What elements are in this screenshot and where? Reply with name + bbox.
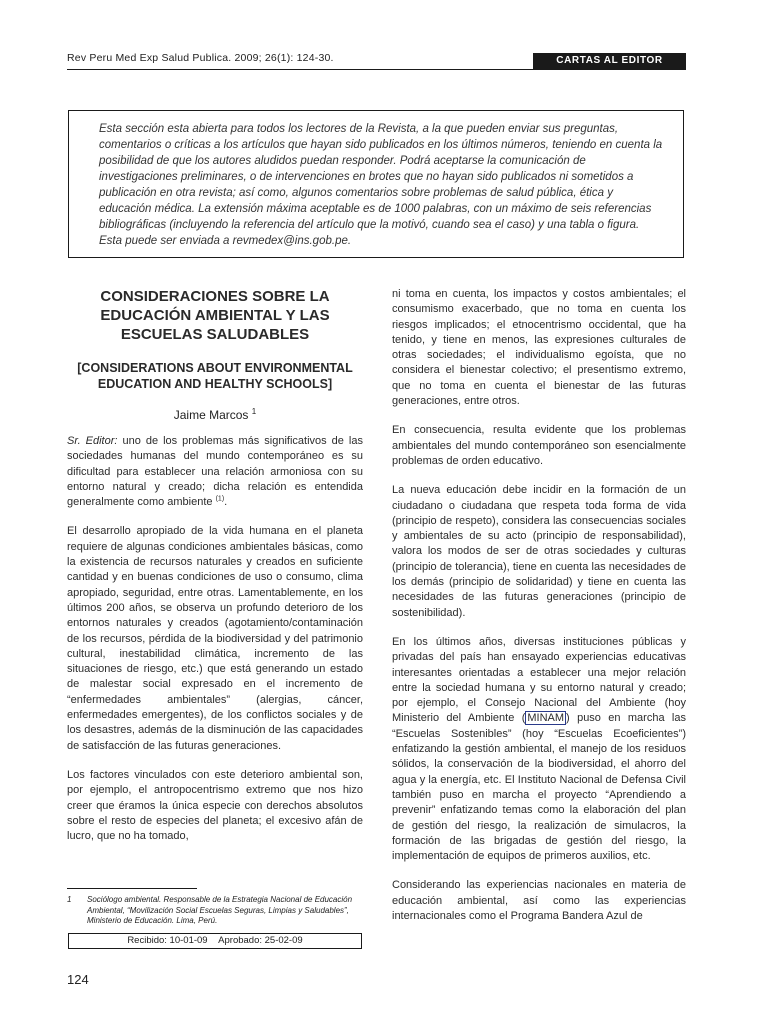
footnote-rule [67,888,197,889]
paragraph-2: El desarrollo apropiado de la vida humana en el planeta requiere de algunas condiciones ambientales básicas, como la existencia de recursos naturales y creados en suficiente cantidad y en buenas condiciones de uso o consumo, clima apropiado, seguridad, entre otras. Lamentablemente, en los últimos 200 años, se observa un profundo deterioro de los entornos naturales y creados (agotamiento/contaminación de los recursos, pérdida de la biodiversidad y del patrimonio cultural, inestabilidad climática, incremento de las situaciones de riesgo, etc.) que está generando un estado de malestar social expresado en el incremento de “enfermedades ambientales” (alergias, cáncer, enfermedades emergentes), de los conflictos sociales y de los desastres, además de la disminución de las capacidades de satisfacción de las futuras generaciones. [67,525,363,752]
article-title-spanish: CONSIDERACIONES SOBRE LA EDUCACIÓN AMBIENTAL Y LAS ESCUELAS SALUDABLES [100,288,330,343]
header-rule [67,69,686,70]
journal-citation: Rev Peru Med Exp Salud Publica. 2009; 26(1): 124-30. [67,52,334,64]
author-name: Jaime Marcos [173,408,249,422]
paragraph-3: Los factores vinculados con este deterioro ambiental son, por ejemplo, el antropocentrismo extremo que nos hizo creer que éramos la única especie con derechos absolutos sobre el resto de especies del planeta; el excesivo afán de lucro, que no ha tomado, [67,768,363,843]
page-number: 124 [67,972,89,987]
author-line [67,407,363,422]
salutation: Sr. Editor: [67,435,118,447]
author-footnote [67,895,363,927]
left-column [67,287,363,858]
paragraph-7-start: En los últimos años, diversas instituciones públicas y privadas del país han ensayado experiencias educativas interesantes orientadas a establecer una mejor relación entre la sociedad humana y su entorno natural y creado; por ejemplo, el Consejo Nacional del Ambiente (hoy Ministerio del Ambiente ( [392,635,686,725]
approved-date: Aprobado: 25-02-09 [218,935,303,946]
section-badge: CARTAS AL EDITOR [533,53,686,69]
paragraph-8: Considerando las experiencias nacionales en materia de educación ambiental, así como las experiencias internacionales como el Programa Bandera Azul de [392,879,686,922]
paragraph-6: La nueva educación debe incidir en la formación de un ciudadano o ciudadana que respeta toda forma de vida (principio de respeto), considera las consecuencias sociales y ambientales de su acto (principio de responsabilidad), valora los modos de ser de otras sociedades y culturas (principio de tolerancia), tiene en cuenta las necesidades de los demás (principio de solidaridad) y tiene en cuenta las necesidades de las futuras generaciones (principio de sostenibilidad). [392,484,686,619]
reference-mark: (1) [215,495,225,503]
footnote-text: Sociólogo ambiental. Responsable de la Estrategia Nacional de Educación Ambiental, “Movilización Social Escuelas Seguras, Limpias y Saludables”, Ministerio de Educación. Lima, Perú. [87,895,353,925]
right-column [392,287,686,938]
paragraph-7-rest: ) puso en marcha las “Escuelas Sostenibles” (hoy “Escuelas Ecoeficientes”) enfatizando la gestión ambiental, el manejo de los residuos sólidos, la conservación de la biodiversidad, el ahorro del agua y la energía, etc. El Instituto Nacional de Defensa Civil también puso en marcha el proyecto “Aprendiendo a prevenir” enfatizando temas como la elaboración del plan de gestión del riesgo, la realización de simulacros, la formación de las brigadas de gestión del riesgo, la implementación de equipos de primeros auxilios, etc. [392,712,686,863]
minam-link[interactable]: MINAM [527,712,565,725]
received-approved-box [68,933,362,949]
paragraph-7 [392,635,686,864]
author-affiliation-mark: 1 [251,407,257,416]
editorial-notice-text: Esta sección esta abierta para todos los lectores de la Revista, a la que pueden enviar sus preguntas, comentarios o críticas a los artículos que hayan sido publicados en los últimos números, teniendo en cuenta la posibilidad de que los autores aludidos puedan responder. Podrá aceptarse la comunicación de investigaciones preliminares, o de intervenciones en brotes que no hayan sido publicados ni sometidos a publicación en otra revista; así como, algunos comentarios sobre problemas de salud pública, ética y educación médica. La extensión máxima aceptable es de 1000 palabras, con un máximo de seis referencias bibliográficas (incluyendo la referencia del artículo que la motivó, cuando sea el caso) y una tabla o figura. Esta puede ser enviada a revmedex@ins.gob.pe. [99,123,663,247]
paragraph-1 [67,434,363,510]
footnote-number: 1 [67,895,72,904]
article-title-english: [CONSIDERATIONS ABOUT ENVIRONMENTAL EDUCATION AND HEALTHY SCHOOLS] [77,361,353,391]
paragraph-1-body: uno de los problemas más significativos de las sociedades humanas del mundo contemporáneo es su dificultad para establecer una relación armoniosa con su entorno natural y creado; dicha relación es entendida generalmente como ambiente [67,435,363,509]
paragraph-5: En consecuencia, resulta evidente que los problemas ambientales del mundo contemporáneo son esencialmente problemas de orden educativo. [392,424,686,467]
paragraph-4: ni toma en cuenta, los impactos y costos ambientales; el consumismo exacerbado, que no toma en cuenta los riesgos implicados; el etnocentrismo occidental, que ha tenido, y tiene en menos, las expresiones culturales de otras sociedades; el individualismo egoísta, que no considera el bienestar colectivo; el presentismo extremo, que no toma en cuenta el bienestar de las futuras generaciones, entre otros. [392,288,686,408]
paragraph-1-end: . [224,496,228,509]
received-date: Recibido: 10-01-09 [127,935,208,946]
editorial-notice-box [68,110,684,258]
